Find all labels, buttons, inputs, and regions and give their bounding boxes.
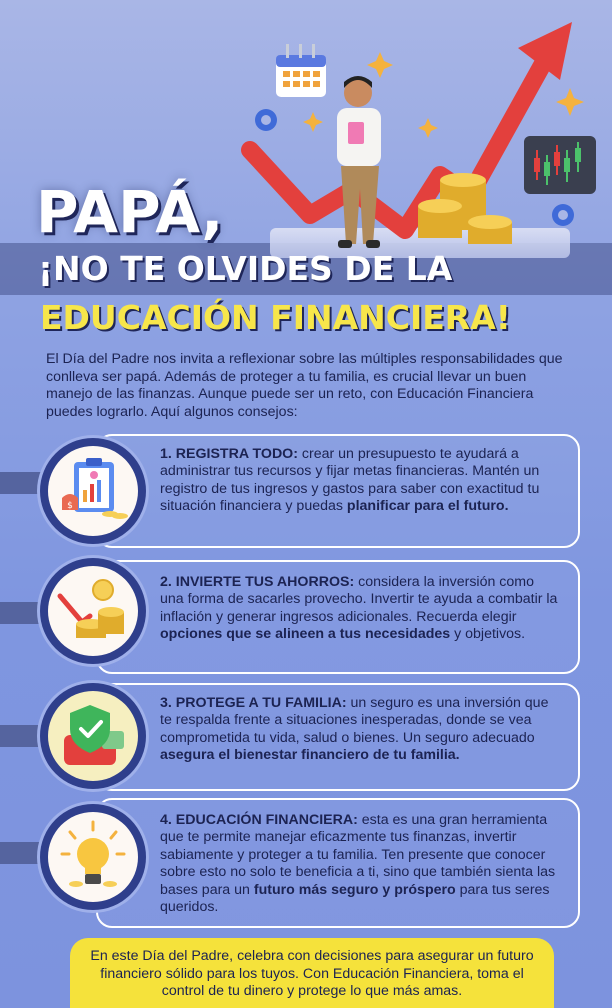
footer-text: En este Día del Padre, celebra con decisiones para asegurar un futuro financiero sólido para los tuyos. Con Educación Financiera, toma el control de tu dinero y protege lo que más amas. <box>90 948 534 999</box>
gear-icon <box>552 204 574 226</box>
budget-clipboard-icon <box>48 446 138 536</box>
tip-body: un seguro es una inversión que te respalda frente a situaciones inesperadas, donde se vea comprometida tu vida, salud o bienes. Un seguro adecuado <box>160 695 549 746</box>
svg-text:$: $ <box>67 501 73 511</box>
lightbulb-icon <box>48 812 138 902</box>
hero-illustration <box>0 0 612 345</box>
calendar-icon <box>276 44 326 97</box>
tip-text <box>160 446 560 516</box>
tip-heading: 3. PROTEGE A TU FAMILIA: <box>160 695 347 711</box>
hero-section <box>0 0 612 345</box>
tip-body: crear un presupuesto te ayudará a administrar tus recursos y fijar metas financieras. Mantén un registro de tus ingresos y gastos para saber con exactitud tu situación financiera y puedas <box>160 446 540 515</box>
tip-text <box>160 695 560 765</box>
tip-body: esta es una gran herramienta que te permite manejar eficazmente tus finanzas, invertir sabiamente y proteger a tu familia. Ten presente que conocer sobre esto no solo te beneficia a ti, sino que también sienta las bases para un <box>160 812 556 898</box>
tip-text <box>160 812 560 916</box>
footer-banner <box>70 938 554 1008</box>
title-papa: PAPÁ, <box>36 178 224 246</box>
gear-icon <box>255 109 277 131</box>
tip-tail: y objetivos. <box>450 626 526 643</box>
intro-paragraph: El Día del Padre nos invita a reflexionar sobre las múltiples responsabilidades que conlleva ser papá. Además de proteger a tu familia, es crucial llevar un buen manejo de las finanzas. Aunque puede ser un reto, con Educación Financiera puedes lograrlo. Aquí algunos consejos: <box>46 351 563 420</box>
tip-icon-circle <box>40 438 146 544</box>
tip-heading: 2. INVIERTE TUS AHORROS: <box>160 574 355 590</box>
tip-body: considera la inversión como una forma de sacarles provecho. Invertir te ayuda a combatir la inflación y generar ingresos adicionales. Recuerda elegir <box>160 574 558 625</box>
coin-stacks-icon <box>48 566 138 656</box>
tip-heading: 4. EDUCACIÓN FINANCIERA: <box>160 812 358 828</box>
man-figure-icon <box>337 76 381 248</box>
tip-icon-circle <box>40 683 146 789</box>
tip-icon-circle <box>40 804 146 910</box>
tip-heading: 1. REGISTRA TODO: <box>160 446 298 462</box>
tip-icon-circle <box>40 558 146 664</box>
tip-text <box>160 574 560 644</box>
tip-highlight: planificar para el futuro. <box>346 498 509 515</box>
tip-highlight: futuro más seguro y próspero <box>253 881 456 898</box>
title-no-te-olvides: ¡NO TE OLVIDES DE LA <box>38 249 453 288</box>
tip-tail: para tus seres queridos. <box>160 881 550 916</box>
stock-chart-icon <box>524 136 596 194</box>
tip-highlight: asegura el bienestar financiero de tu familia. <box>160 747 460 764</box>
tip-highlight: opciones que se alineen a tus necesidades <box>160 626 451 643</box>
title-educacion-financiera: EDUCACIÓN FINANCIERA! <box>40 298 511 337</box>
shield-wallet-icon <box>48 691 138 781</box>
trend-arrow-icon <box>250 22 572 230</box>
